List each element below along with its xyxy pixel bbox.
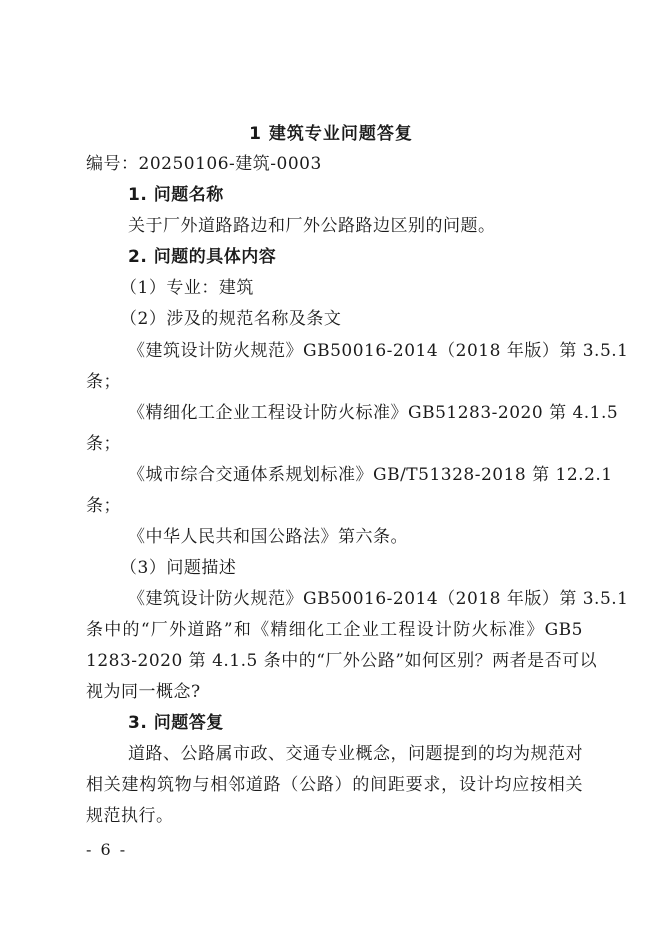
item-description: （3）问题描述 (120, 558, 237, 578)
reference-3-line-1: 《城市综合交通体系规划标准》GB/T51328-2018 第 12.2.1 (128, 465, 613, 485)
description-line-2: 条中的“厂外道路”和《精细化工企业工程设计防火标准》GB5 (86, 620, 583, 640)
description-line-1: 《建筑设计防火规范》GB50016-2014（2018 年版）第 3.5.1 (128, 589, 629, 609)
reference-2-line-2: 条； (86, 434, 121, 454)
reference-3-line-2: 条； (86, 496, 121, 516)
section-heading-problem-content: 2. 问题的具体内容 (128, 247, 277, 267)
document-title: 1 建筑专业问题答复 (249, 124, 413, 144)
item-specialty: （1）专业：建筑 (120, 278, 254, 298)
reference-1-line-2: 条； (86, 372, 121, 392)
answer-line-1: 道路、公路属市政、交通专业概念，问题提到的均为规范对 (128, 744, 583, 764)
document-number: 编号：20250106-建筑-0003 (86, 154, 322, 174)
reference-1-line-1: 《建筑设计防火规范》GB50016-2014（2018 年版）第 3.5.1 (128, 341, 629, 361)
problem-name-text: 关于厂外道路路边和厂外公路路边区别的问题。 (128, 216, 496, 236)
reference-2-line-1: 《精细化工企业工程设计防火标准》GB51283-2020 第 4.1.5 (128, 403, 619, 423)
description-line-4: 视为同一概念? (86, 682, 201, 702)
page-number: - 6 - (86, 840, 128, 859)
answer-line-2: 相关建构筑物与相邻道路（公路）的间距要求，设计均应按相关 (86, 775, 583, 795)
item-standards: （2）涉及的规范名称及条文 (120, 309, 342, 329)
reference-4: 《中华人民共和国公路法》第六条。 (128, 527, 408, 547)
section-heading-answer: 3. 问题答复 (128, 713, 224, 733)
description-line-3: 1283-2020 第 4.1.5 条中的“厂外公路”如何区别？两者是否可以 (86, 651, 598, 671)
section-heading-problem-name: 1. 问题名称 (128, 185, 224, 205)
answer-line-3: 规范执行。 (86, 806, 174, 826)
